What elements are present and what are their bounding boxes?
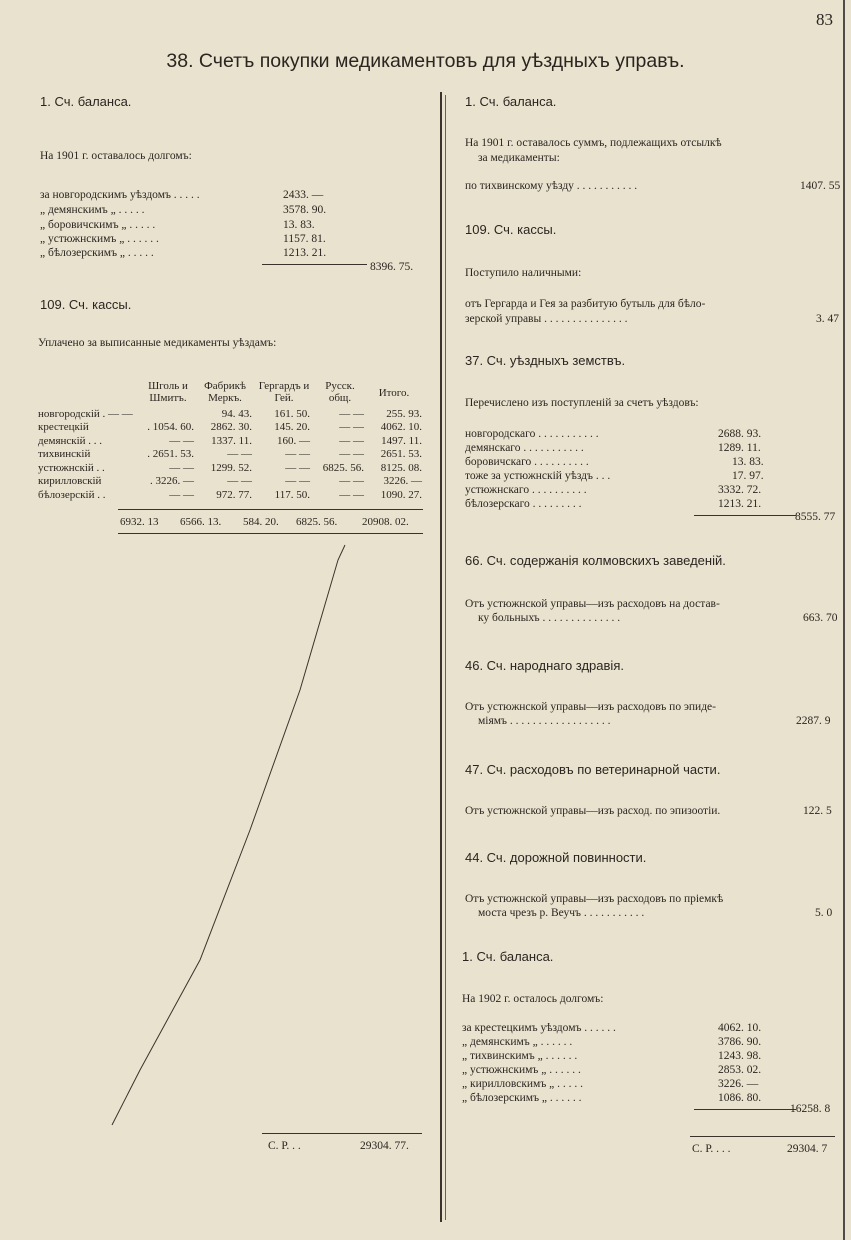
- zemstvo-amount: 1213. 21.: [718, 498, 762, 510]
- zemstvo-label: устюжнскаго . . . . . . . . . .: [465, 484, 587, 496]
- cell: 117. 50.: [274, 488, 310, 501]
- debt-amount: 13. 83.: [283, 219, 315, 231]
- zemstvo-heading: 37. Сч. уѣздныхъ земствъ.: [465, 353, 626, 368]
- debt-label: „ устюжнскимъ „ . . . . . .: [40, 233, 159, 245]
- cell: 161. 50.: [274, 407, 310, 420]
- right-sum-label: С. Р. . . .: [692, 1143, 731, 1155]
- cell: . 2651. 53.: [147, 448, 194, 461]
- cell: 6825. 56.: [322, 461, 364, 474]
- cell: — —: [169, 461, 194, 474]
- debt-label: за новгородскимъ уѣздомъ . . . . .: [40, 189, 200, 201]
- debt2-amount: 4062. 10.: [718, 1022, 762, 1034]
- zemstvo-label: демянскаго . . . . . . . . . . .: [465, 442, 584, 454]
- cell: — —: [227, 448, 252, 461]
- debt-amount: 3578. 90.: [283, 204, 327, 216]
- debt-label: „ бѣлозерскимъ „ . . . . .: [40, 247, 154, 259]
- cell: 2651. 53.: [380, 448, 422, 461]
- debt-amount: 1157. 81.: [283, 233, 326, 245]
- cell: — —: [339, 407, 364, 420]
- cell: 94. 43.: [221, 407, 252, 420]
- tikhvin-amount: 1407. 55: [800, 180, 841, 192]
- row-name: бѣлозерскій . .: [38, 488, 106, 501]
- zemstvo-total: 8555. 77: [795, 511, 836, 523]
- left-balance-note: На 1901 г. оставалось долгомъ:: [40, 150, 192, 162]
- kolmovo-amount: 663. 70: [803, 612, 838, 624]
- balance2-heading: 1. Сч. баланса.: [462, 949, 554, 964]
- cell: 2862. 30.: [210, 421, 252, 434]
- cell: 1090. 27.: [380, 488, 422, 501]
- row-name: новгородскій . — —: [38, 407, 133, 420]
- total-cell: 6825. 56.: [296, 516, 338, 528]
- debt-amount: 1213. 21.: [283, 247, 327, 259]
- debt2-label: „ кирилловскимъ „ . . . . .: [462, 1078, 584, 1090]
- rule: [694, 515, 796, 516]
- total-cell: 20908. 02.: [362, 516, 409, 528]
- debt2-amount: 2853. 02.: [718, 1064, 762, 1076]
- right-balance-note2: за медикаменты:: [478, 152, 560, 164]
- health-line: міямъ . . . . . . . . . . . . . . . . . .: [478, 715, 611, 727]
- page-number: 83: [816, 10, 833, 29]
- cash-amount: 3. 47: [816, 313, 839, 325]
- kolmovo-line: Отъ устюжнской управы—изъ расходовъ на достав-: [465, 598, 720, 610]
- col-header: Шголь и Шмитъ.: [148, 380, 188, 404]
- left-sum-value: 29304. 77.: [360, 1140, 409, 1152]
- cell: 8125. 08.: [380, 461, 422, 474]
- col-header: Итого.: [378, 387, 410, 399]
- cell: 4062. 10.: [380, 421, 422, 434]
- cell: — —: [227, 475, 252, 488]
- debt2-label: „ устюжнскимъ „ . . . . . .: [462, 1064, 581, 1076]
- kolmovo-heading: 66. Сч. содержанія колмовскихъ заведеній.: [465, 553, 726, 568]
- cell: — —: [339, 448, 364, 461]
- row-name: кирилловскій: [38, 475, 102, 488]
- debt2-amount: 1086. 80.: [718, 1092, 762, 1104]
- right-sum-value: 29304. 7: [787, 1143, 828, 1155]
- zemstvo-amount: 13. 83.: [732, 456, 764, 468]
- vet-heading: 47. Сч. расходовъ по ветеринарной части.: [465, 762, 721, 777]
- debts2-total: 16258. 8: [790, 1103, 831, 1115]
- col-header: Гергардъ и Гей.: [258, 380, 310, 404]
- right-balance-heading: 1. Сч. баланса.: [465, 94, 557, 109]
- rule: [694, 1109, 796, 1110]
- debt-label: „ боровичскимъ „ . . . . .: [40, 219, 156, 231]
- cash-line: отъ Гергарда и Гея за разбитую бутыль для бѣло-: [465, 298, 706, 310]
- row-name: демянскій . . .: [38, 434, 103, 447]
- left-cash-note: Уплачено за выписанные медикаменты уѣздамъ:: [38, 337, 277, 349]
- cell: 1337. 11.: [211, 434, 252, 447]
- cell: — —: [339, 475, 364, 488]
- road-heading: 44. Сч. дорожной повинности.: [465, 850, 647, 865]
- debt2-label: „ бѣлозерскимъ „ . . . . . .: [462, 1092, 582, 1104]
- cell: 255. 93.: [386, 407, 422, 420]
- row-name: крестецкій: [38, 421, 89, 434]
- cell: — —: [285, 461, 310, 474]
- debt2-amount: 3226. —: [718, 1078, 759, 1090]
- debt2-amount: 3786. 90.: [718, 1036, 762, 1048]
- debt-amount: 2433. —: [283, 189, 324, 201]
- row-name: тихвинскій: [38, 448, 91, 461]
- road-line: моста чрезъ р. Веучъ . . . . . . . . . . .: [478, 907, 645, 919]
- total-cell: 6566. 13.: [180, 516, 222, 528]
- zemstvo-label: боровичскаго . . . . . . . . . .: [465, 456, 589, 468]
- zemstvo-label: новгородскаго . . . . . . . . . . .: [465, 428, 599, 440]
- kolmovo-line: ку больныхъ . . . . . . . . . . . . . .: [478, 612, 621, 624]
- cell: . 1054. 60.: [147, 421, 194, 434]
- left-cash-heading: 109. Сч. кассы.: [40, 297, 132, 312]
- tikhvin-label: по тихвинскому уѣзду . . . . . . . . . . .: [465, 180, 638, 192]
- debt2-label: „ тихвинскимъ „ . . . . . .: [462, 1050, 578, 1062]
- health-line: Отъ устюжнской управы—изъ расходовъ по эпиде-: [465, 701, 716, 713]
- health-amount: 2287. 9: [796, 715, 831, 727]
- right-cash-heading: 109. Сч. кассы.: [465, 222, 557, 237]
- rule: [690, 1136, 835, 1137]
- road-line: Отъ устюжнской управы—изъ расходовъ по пріемкѣ: [465, 893, 724, 905]
- cell: — —: [339, 488, 364, 501]
- left-balance-heading: 1. Сч. баланса.: [40, 94, 132, 109]
- cell: . 3226. —: [150, 475, 194, 488]
- col-header: Русск. общ.: [325, 380, 355, 404]
- road-amount: 5. 0: [815, 907, 833, 919]
- cell: — —: [339, 421, 364, 434]
- total-cell: 584. 20.: [243, 516, 279, 528]
- zemstvo-label: бѣлозерскаго . . . . . . . . .: [465, 498, 582, 510]
- cell: 1497. 11.: [381, 434, 422, 447]
- health-heading: 46. Сч. народнаго здравія.: [465, 658, 624, 673]
- right-balance-note: На 1901 г. оставалось суммъ, подлежащихъ отсылкѣ: [465, 137, 722, 149]
- cell: — —: [285, 448, 310, 461]
- cell: — —: [169, 488, 194, 501]
- cell: 3226. —: [383, 475, 422, 488]
- cell: 1299. 52.: [210, 461, 252, 474]
- row-name: устюжнскій . .: [38, 461, 105, 474]
- right-cash-note: Поступило наличными:: [465, 267, 582, 279]
- vet-line: Отъ устюжнской управы—изъ расход. по эпизоотіи.: [465, 805, 721, 817]
- rule: [262, 1133, 422, 1134]
- cell: — —: [169, 434, 194, 447]
- debt2-label: „ демянскимъ „ . . . . . .: [462, 1036, 573, 1048]
- left-sum-label: С. Р. . .: [268, 1140, 301, 1152]
- debt2-amount: 1243. 98.: [718, 1050, 762, 1062]
- balance2-note: На 1902 г. осталось долгомъ:: [462, 993, 604, 1005]
- cell: — —: [339, 434, 364, 447]
- zemstvo-amount: 17. 97.: [732, 470, 764, 482]
- cell: 160. —: [277, 434, 310, 447]
- cell: — —: [285, 475, 310, 488]
- total-cell: 6932. 13: [120, 516, 159, 528]
- zemstvo-amount: 1289. 11.: [718, 442, 761, 454]
- zemstvo-label: тоже за устюжнскій уѣздъ . . .: [465, 470, 611, 482]
- cell: 145. 20.: [274, 421, 310, 434]
- zemstvo-note: Перечислено изъ поступленій за счетъ уѣздовъ:: [465, 397, 699, 409]
- left-debts-total: 8396. 75.: [370, 261, 414, 273]
- cell: 972. 77.: [216, 488, 252, 501]
- debt2-label: за крестецкимъ уѣздомъ . . . . . .: [462, 1022, 616, 1034]
- debt-label: „ демянскимъ „ . . . . .: [40, 204, 145, 216]
- zemstvo-amount: 2688. 93.: [718, 428, 762, 440]
- page-title: 38. Счетъ покупки медикаментовъ для уѣздныхъ управъ.: [166, 50, 685, 72]
- zemstvo-amount: 3332. 72.: [718, 484, 762, 496]
- cash-line: зерской управы . . . . . . . . . . . . . . .: [465, 313, 628, 325]
- col-header: Фабрикѣ Меркъ.: [204, 380, 246, 404]
- vet-amount: 122. 5: [803, 805, 832, 817]
